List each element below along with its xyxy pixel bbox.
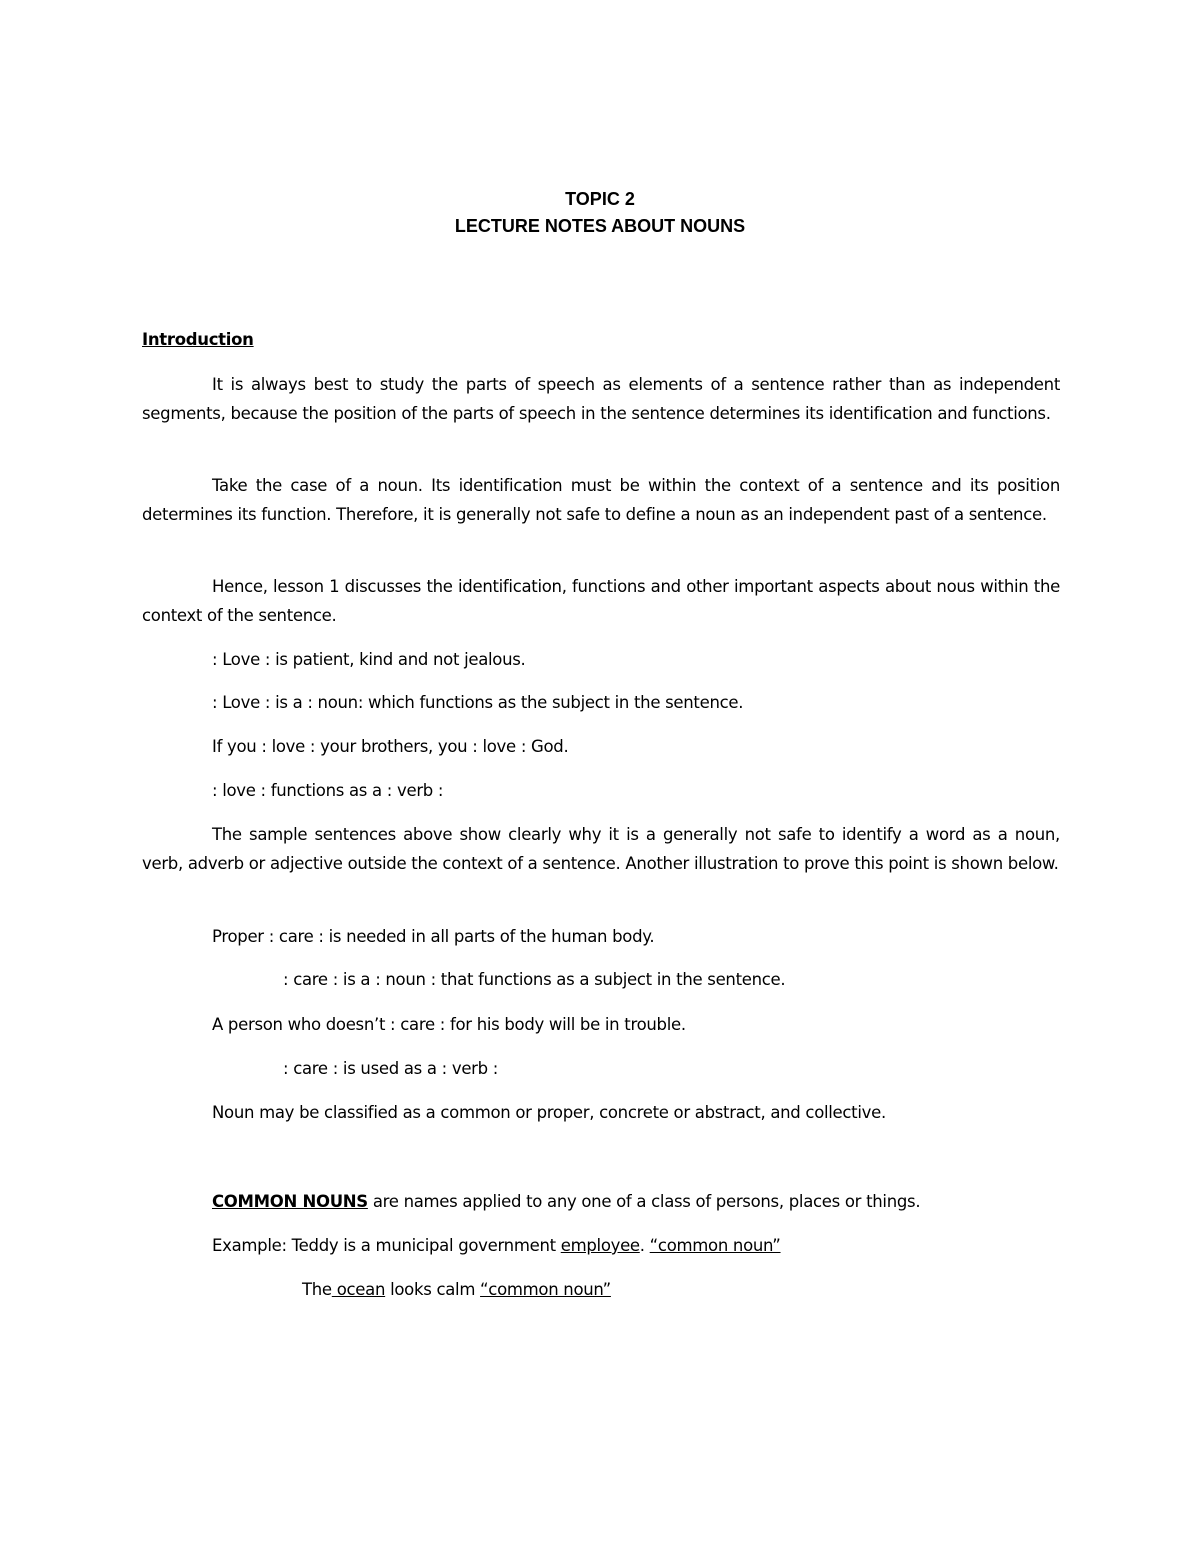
common-noun-example-1 [212, 1235, 781, 1257]
example-sentence-1: : Love : is patient, kind and not jealous. [212, 650, 526, 669]
care-example-2: : care : is a : noun : that functions as a subject in the sentence. [283, 970, 786, 989]
intro-paragraph-3: Hence, lesson 1 discusses the identification, functions and other important aspects about nous within the context of the sentence. [142, 577, 1060, 625]
example-sentence-2: : Love : is a : noun: which functions as the subject in the sentence. [212, 693, 744, 712]
care-example-3: A person who doesn’t : care : for his body will be in trouble. [212, 1015, 686, 1034]
example-1-prefix: Example: Teddy is a municipal government [212, 1236, 561, 1255]
common-nouns-definition [212, 1191, 920, 1213]
introduction-heading: Introduction [142, 330, 254, 349]
example-1-label: “common noun” [649, 1236, 781, 1255]
noun-classification: Noun may be classified as a common or proper, concrete or abstract, and collective. [212, 1103, 886, 1122]
example-sentence-4: : love : functions as a : verb : [212, 781, 444, 800]
common-nouns-definition-text: are names applied to any one of a class of persons, places or things. [367, 1192, 921, 1211]
care-example-4: : care : is used as a : verb : [283, 1059, 499, 1078]
care-example-1: Proper : care : is needed in all parts of the human body. [212, 927, 655, 946]
example-2-prefix: The [302, 1280, 332, 1299]
intro-paragraph-1: It is always best to study the parts of speech as elements of a sentence rather than as independent segments, because the position of the parts of speech in the sentence determines its identification and functions. [142, 375, 1060, 423]
example-2-noun: ocean [331, 1280, 386, 1299]
example-1-noun: employee [560, 1236, 640, 1255]
example-1-separator: . [639, 1236, 650, 1255]
example-sentence-3: If you : love : your brothers, you : love : God. [212, 737, 569, 756]
common-nouns-term: COMMON NOUNS [212, 1192, 368, 1211]
intro-paragraph-4: The sample sentences above show clearly why it is a generally not safe to identify a word as a noun, verb, adverb or adjective outside the context of a sentence. Another illustration to prove this point is shown below. [142, 825, 1060, 873]
example-2-label: “common noun” [480, 1280, 611, 1299]
intro-paragraph-2: Take the case of a noun. Its identification must be within the context of a sentence and its position determines its function. Therefore, it is generally not safe to define a noun as an independent past of a sentence. [142, 476, 1060, 524]
document-title: LECTURE NOTES ABOUT NOUNS [454, 216, 746, 236]
example-2-separator: looks calm [385, 1280, 481, 1299]
topic-number: TOPIC 2 [565, 189, 635, 209]
common-noun-example-2 [302, 1279, 611, 1301]
